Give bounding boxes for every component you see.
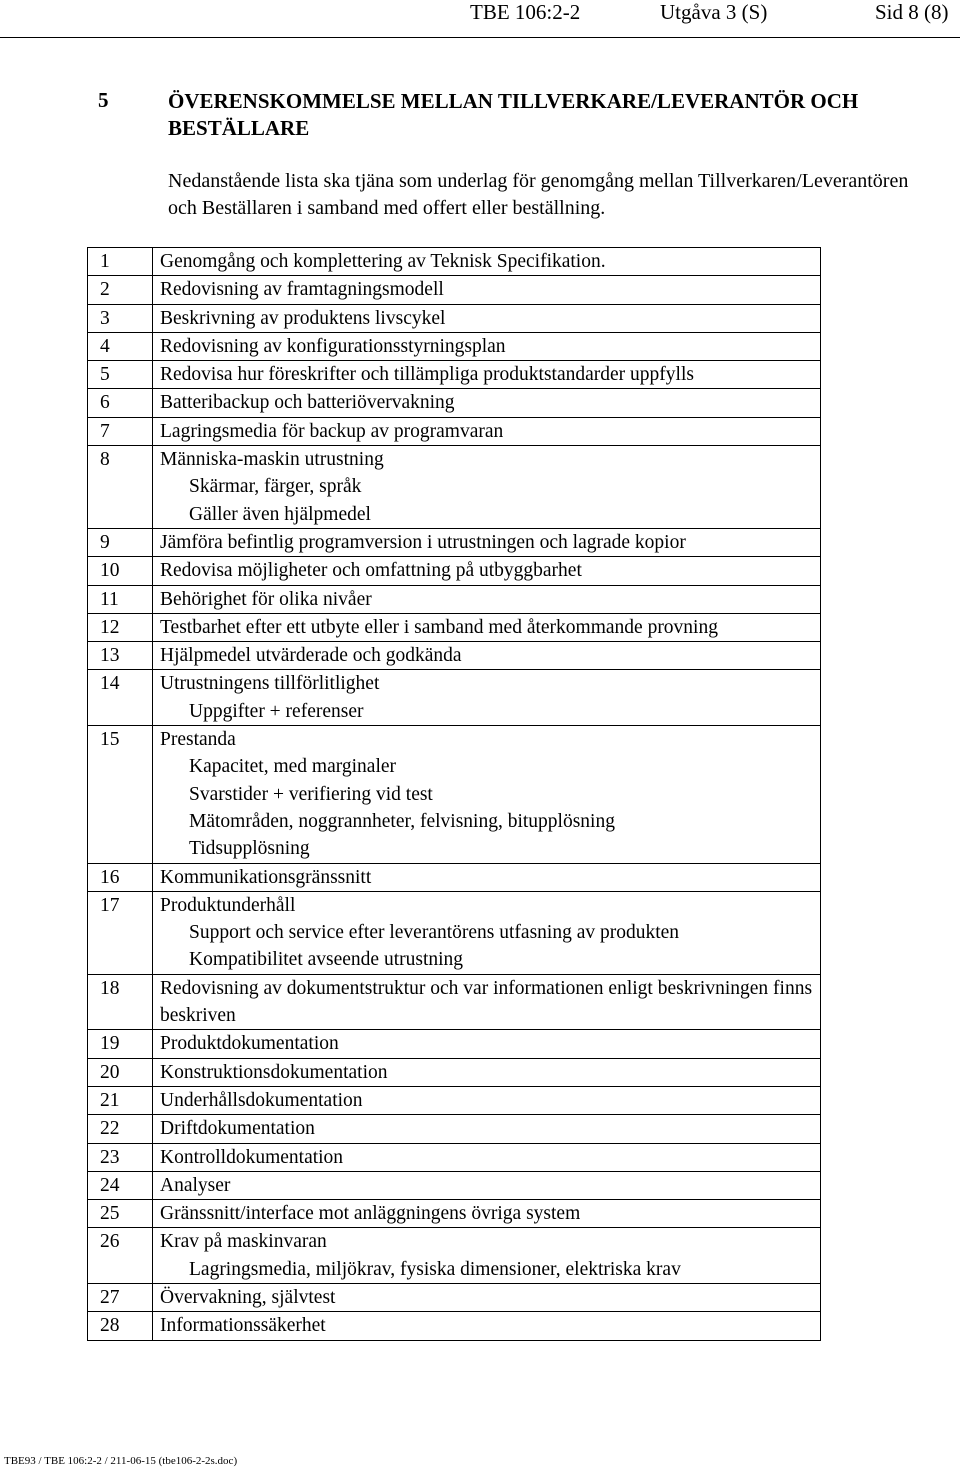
item-number: 6: [88, 389, 153, 417]
item-text: Redovisning av konfigurationsstyrningsplan: [160, 335, 506, 357]
table-row: [88, 726, 821, 863]
item-number: 27: [88, 1283, 153, 1311]
page-footer: TBE93 / TBE 106:2-2 / 211-06-15 (tbe106-2-2s.doc): [4, 1455, 238, 1467]
page-header: [0, 0, 960, 38]
table-row: [88, 276, 821, 304]
item-cell: [153, 613, 821, 641]
item-text: Batteribackup och batteriövervakning: [160, 392, 455, 414]
item-number: 12: [88, 613, 153, 641]
item-subtext: Support och service efter leverantörens utfasning av produkten: [189, 922, 680, 944]
item-text: Analyser: [160, 1174, 231, 1196]
item-number: 19: [88, 1030, 153, 1058]
item-number: 28: [88, 1312, 153, 1340]
item-cell: [153, 585, 821, 613]
table-row: [88, 557, 821, 585]
item-cell: [153, 361, 821, 389]
item-number: 26: [88, 1228, 153, 1284]
table-row: [88, 1228, 821, 1284]
item-cell: [153, 528, 821, 556]
section-title: ÖVERENSKOMMELSE MELLAN TILLVERKARE/LEVERANTÖR OCH BESTÄLLARE: [168, 89, 859, 140]
item-subtext: Mätområden, noggrannheter, felvisning, bitupplösning: [189, 810, 615, 832]
item-text: Behörighet för olika nivåer: [160, 588, 372, 610]
item-text: Gränssnitt/interface mot anläggningens övriga system: [160, 1203, 581, 1225]
table-row: [88, 417, 821, 445]
item-subtext: Svarstider + verifiering vid test: [189, 783, 433, 805]
table-row: [88, 863, 821, 891]
item-cell: [153, 389, 821, 417]
item-cell: [153, 863, 821, 891]
table-row: [88, 248, 821, 276]
item-text: Redovisa möjligheter och omfattning på utbyggbarhet: [160, 560, 582, 582]
item-cell: [153, 557, 821, 585]
item-text: Övervakning, självtest: [160, 1286, 336, 1308]
item-subtext: Lagringsmedia, miljökrav, fysiska dimensioner, elektriska krav: [189, 1258, 681, 1280]
item-cell: [153, 1143, 821, 1171]
item-text: Redovisning av dokumentstruktur och var informationen enligt beskrivningen finns beskriven: [160, 977, 813, 1027]
item-number: 1: [88, 248, 153, 276]
item-number: 17: [88, 891, 153, 974]
item-cell: [153, 642, 821, 670]
item-cell: [153, 304, 821, 332]
item-text: Underhållsdokumentation: [160, 1089, 363, 1111]
item-number: 21: [88, 1086, 153, 1114]
item-number: 4: [88, 332, 153, 360]
table-row: [88, 613, 821, 641]
section-number: 5: [98, 88, 109, 112]
item-cell: [153, 276, 821, 304]
item-text: Prestanda: [160, 729, 236, 751]
item-text: Redovisa hur föreskrifter och tillämpliga produktstandarder uppfylls: [160, 364, 694, 386]
item-subtext: Kompatibilitet avseende utrustning: [189, 949, 464, 971]
item-number: 22: [88, 1115, 153, 1143]
item-text: Kommunikationsgränssnitt: [160, 866, 372, 888]
table-row: [88, 528, 821, 556]
item-text: Lagringsmedia för backup av programvaran: [160, 420, 504, 442]
item-cell: [153, 670, 821, 726]
item-cell: [153, 1058, 821, 1086]
item-number: 24: [88, 1171, 153, 1199]
item-cell: [153, 891, 821, 974]
table-row: [88, 1200, 821, 1228]
table-row: [88, 1283, 821, 1311]
table-row: [88, 642, 821, 670]
item-text: Krav på maskinvaran: [160, 1231, 327, 1253]
item-number: 14: [88, 670, 153, 726]
item-cell: [153, 1086, 821, 1114]
item-text: Testbarhet efter ett utbyte eller i samband med återkommande provning: [160, 616, 718, 638]
checklist-table: [87, 247, 821, 1341]
item-number: 16: [88, 863, 153, 891]
item-text: Beskrivning av produktens livscykel: [160, 307, 446, 329]
header-page-number: Sid 8 (8): [875, 0, 949, 24]
item-number: 13: [88, 642, 153, 670]
table-row: [88, 1312, 821, 1340]
item-text: Redovisning av framtagningsmodell: [160, 279, 444, 301]
item-cell: [153, 1283, 821, 1311]
item-cell: [153, 1115, 821, 1143]
table-row: [88, 332, 821, 360]
item-text: Produktunderhåll: [160, 894, 296, 916]
item-text: Jämföra befintlig programversion i utrustningen och lagrade kopior: [160, 531, 686, 553]
item-number: 11: [88, 585, 153, 613]
item-cell: [153, 248, 821, 276]
table-row: [88, 389, 821, 417]
table-row: [88, 1171, 821, 1199]
table-row: [88, 446, 821, 529]
table-row: [88, 1115, 821, 1143]
item-text: Produktdokumentation: [160, 1033, 339, 1055]
table-row: [88, 304, 821, 332]
item-number: 23: [88, 1143, 153, 1171]
item-cell: [153, 1171, 821, 1199]
item-cell: [153, 1200, 821, 1228]
table-row: [88, 1030, 821, 1058]
item-number: 5: [88, 361, 153, 389]
table-row: [88, 1143, 821, 1171]
item-subtext: Gäller även hjälpmedel: [189, 503, 371, 525]
item-number: 15: [88, 726, 153, 863]
item-subtext: Skärmar, färger, språk: [189, 476, 362, 498]
item-subtext: Kapacitet, med marginaler: [189, 756, 397, 778]
item-text: Driftdokumentation: [160, 1118, 315, 1140]
item-text: Hjälpmedel utvärderade och godkända: [160, 645, 462, 667]
item-number: 3: [88, 304, 153, 332]
item-subtext: Tidsupplösning: [189, 838, 310, 860]
table-row: [88, 1086, 821, 1114]
header-doc-id: TBE 106:2-2: [470, 0, 581, 24]
table-row: [88, 1058, 821, 1086]
item-cell: [153, 1228, 821, 1284]
header-edition: Utgåva 3 (S): [660, 0, 768, 24]
item-cell: [153, 1312, 821, 1340]
item-cell: [153, 446, 821, 529]
item-cell: [153, 974, 821, 1030]
item-cell: [153, 417, 821, 445]
item-number: 18: [88, 974, 153, 1030]
table-row: [88, 891, 821, 974]
table-row: [88, 585, 821, 613]
item-number: 10: [88, 557, 153, 585]
item-text: Människa-maskin utrustning: [160, 449, 384, 471]
item-text: Genomgång och komplettering av Teknisk Specifikation.: [160, 251, 606, 272]
item-cell: [153, 726, 821, 863]
item-subtext: Uppgifter + referenser: [189, 700, 364, 722]
item-text: Informationssäkerhet: [160, 1315, 326, 1337]
item-number: 2: [88, 276, 153, 304]
item-cell: [153, 332, 821, 360]
item-text: Konstruktionsdokumentation: [160, 1061, 388, 1083]
item-cell: [153, 1030, 821, 1058]
table-row: [88, 361, 821, 389]
item-number: 8: [88, 446, 153, 529]
item-text: Kontrolldokumentation: [160, 1146, 344, 1168]
section-intro: Nedanstående lista ska tjäna som underlag för genomgång mellan Tillverkaren/Leverantören och Beställaren i samband med offert eller beställning.: [168, 170, 909, 219]
item-number: 7: [88, 417, 153, 445]
table-row: [88, 974, 821, 1030]
item-number: 25: [88, 1200, 153, 1228]
item-number: 20: [88, 1058, 153, 1086]
item-text: Utrustningens tillförlitlighet: [160, 673, 380, 695]
item-number: 9: [88, 528, 153, 556]
table-row: [88, 670, 821, 726]
